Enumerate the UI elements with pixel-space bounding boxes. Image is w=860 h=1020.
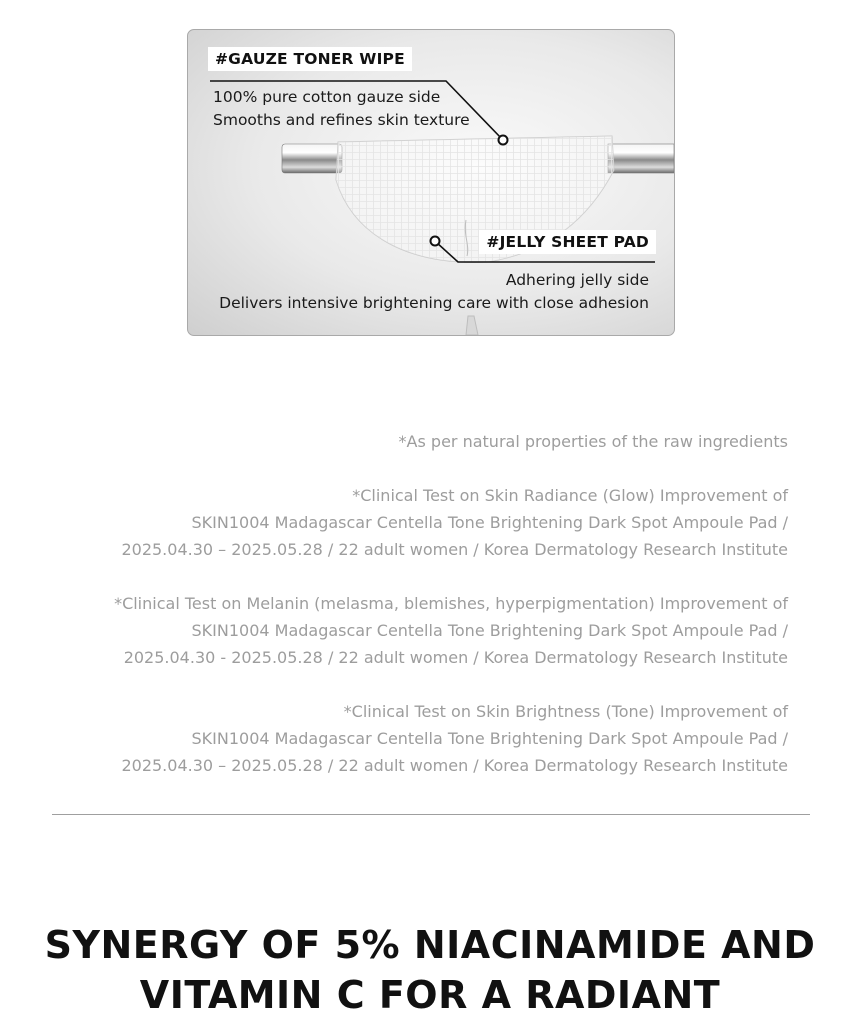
- footnote-line: *As per natural properties of the raw ingredients: [398, 432, 788, 451]
- footnote-raw-ingredients: [68, 428, 788, 455]
- clinical-footnotes: [68, 428, 788, 806]
- gauze-toner-wipe-tag: #GAUZE TONER WIPE: [208, 47, 412, 71]
- footnote-line: SKIN1004 Madagascar Centella Tone Brightening Dark Spot Ampoule Pad /: [191, 513, 788, 532]
- jelly-description-line-1: Adhering jelly side: [505, 271, 649, 289]
- jelly-description: [219, 269, 649, 315]
- gauze-description-line-2: Smooths and refines skin texture: [213, 111, 470, 129]
- section-divider: [52, 814, 810, 815]
- footnote-line: *Clinical Test on Skin Radiance (Glow) Improvement of: [352, 486, 788, 505]
- footnote-line: SKIN1004 Madagascar Centella Tone Brightening Dark Spot Ampoule Pad /: [191, 621, 788, 640]
- gauze-description-line-1: 100% pure cotton gauze side: [213, 88, 441, 106]
- footnote-brightness-test: [68, 698, 788, 779]
- jelly-description-line-2: Delivers intensive brightening care with close adhesion: [219, 294, 649, 312]
- footnote-line: 2025.04.30 – 2025.05.28 / 22 adult women / Korea Dermatology Research Institute: [121, 540, 788, 559]
- gauze-callout-dot: [499, 136, 508, 145]
- gauze-description: [213, 86, 470, 132]
- footnote-line: *Clinical Test on Melanin (melasma, blemishes, hyperpigmentation) Improvement of: [114, 594, 788, 613]
- footnote-line: 2025.04.30 – 2025.05.28 / 22 adult women / Korea Dermatology Research Institute: [121, 756, 788, 775]
- footnote-radiance-test: [68, 482, 788, 563]
- jelly-callout-dot: [431, 237, 440, 246]
- section-headline: SYNERGY OF 5% NIACINAMIDE AND VITAMIN C FOR A RADIANT: [44, 923, 816, 1017]
- footnote-melanin-test: [68, 590, 788, 671]
- jelly-sheet-pad-tag: #JELLY SHEET PAD: [479, 230, 656, 254]
- rod-left: [282, 144, 342, 173]
- rod-right: [608, 144, 674, 173]
- footnote-line: SKIN1004 Madagascar Centella Tone Brightening Dark Spot Ampoule Pad /: [191, 729, 788, 748]
- footnote-line: *Clinical Test on Skin Brightness (Tone) Improvement of: [343, 702, 788, 721]
- footnote-line: 2025.04.30 - 2025.05.28 / 22 adult women / Korea Dermatology Research Institute: [123, 648, 788, 667]
- product-hero-image: [187, 29, 675, 336]
